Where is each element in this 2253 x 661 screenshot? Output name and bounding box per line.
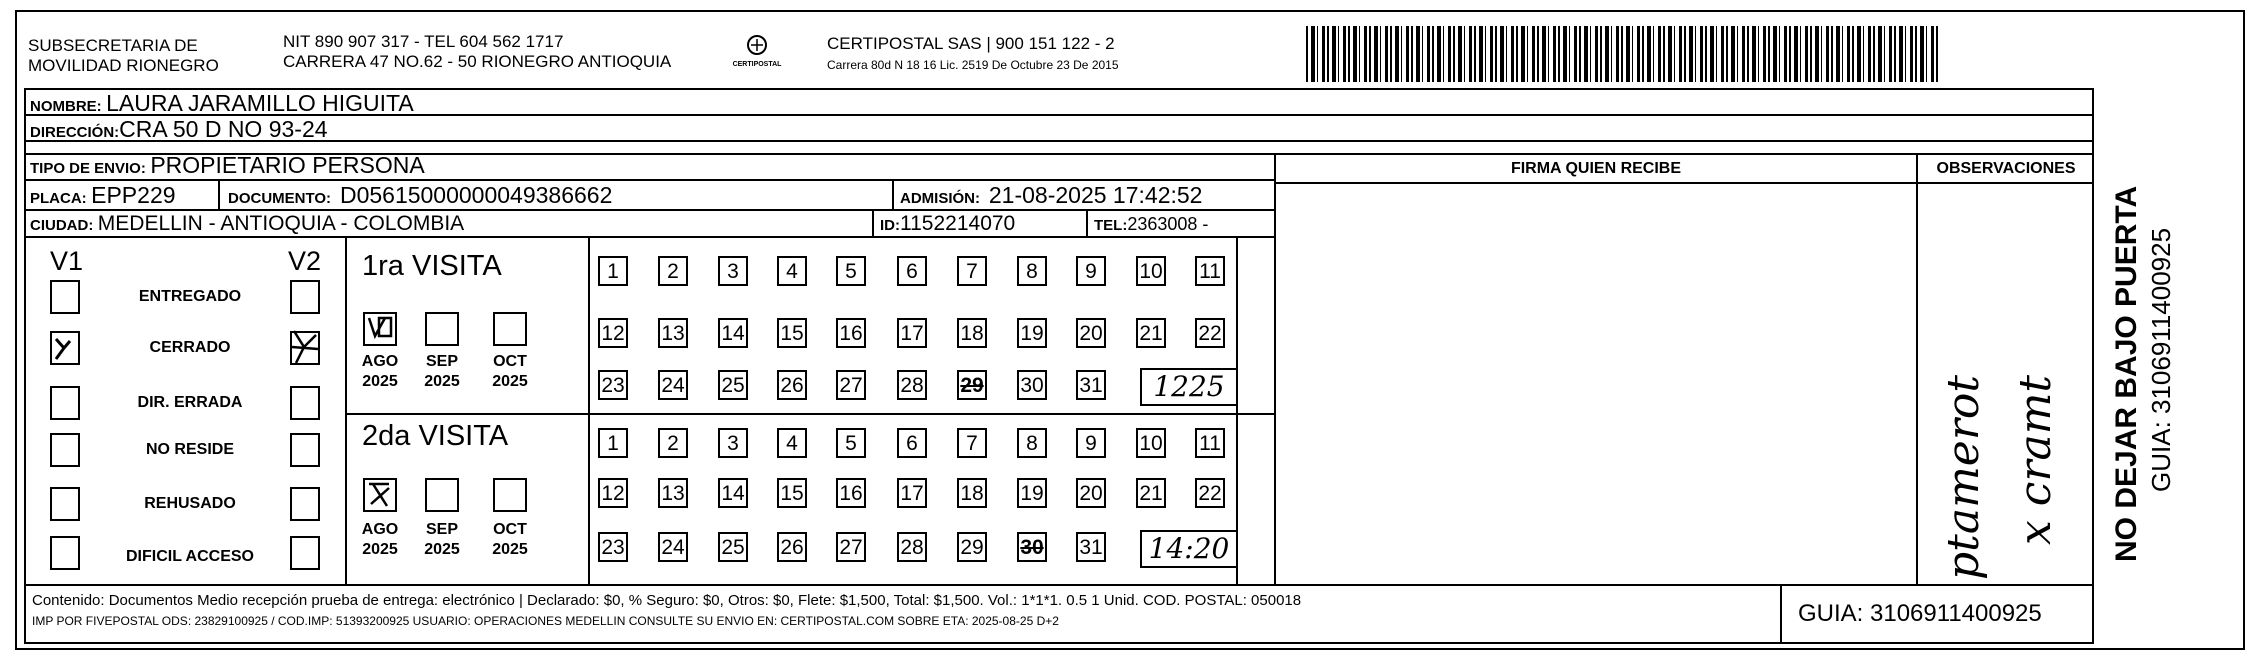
second-visit-day-box[interactable]: 29 xyxy=(957,532,987,562)
first-visit-month-label-oct: OCT 2025 xyxy=(492,353,528,390)
shipment-type: PROPIETARIO PERSONA xyxy=(150,152,425,178)
cell-divider xyxy=(872,209,874,236)
document-value: D05615000000049386662 xyxy=(339,182,613,208)
courier-line: CERTIPOSTAL SAS | 900 151 122 - 2 xyxy=(827,34,1115,53)
check-mark-icon xyxy=(365,314,395,344)
second-visit-day-box[interactable]: 16 xyxy=(836,478,866,508)
first-visit-day-box[interactable]: 16 xyxy=(836,318,866,348)
second-visit-title: 2da VISITA xyxy=(362,420,509,452)
v1-checkbox-dir-errada[interactable] xyxy=(50,386,80,420)
v1-checkbox-cerrado[interactable] xyxy=(50,331,80,365)
second-visit-day-box[interactable]: 10 xyxy=(1136,428,1166,458)
type-row: TIPO DE ENVIO: PROPIETARIO PERSONA xyxy=(30,152,425,178)
signature-area[interactable] xyxy=(1276,184,1916,584)
second-visit-day-box[interactable]: 6 xyxy=(897,428,927,458)
v2-header: V2 xyxy=(288,246,322,276)
first-visit-day-box[interactable]: 24 xyxy=(658,370,688,400)
first-visit-month-label-ago: AGO 2025 xyxy=(361,353,399,390)
address-row: DIRECCIÓN:CRA 50 D NO 93-24 xyxy=(30,116,328,142)
first-visit-day-box[interactable]: 22 xyxy=(1195,318,1225,348)
first-visit-month-oct[interactable] xyxy=(493,312,527,346)
name-row: NOMBRE: LAURA JARAMILLO HIGUITA xyxy=(30,90,414,116)
first-visit-day-box[interactable]: 27 xyxy=(836,370,866,400)
observation-handwriting-1: ptamerot xyxy=(1938,374,1989,580)
v1-checkbox-dificil-acceso[interactable] xyxy=(50,536,80,570)
status-label-cerrado: CERRADO xyxy=(149,339,231,356)
first-visit-day-box[interactable]: 21 xyxy=(1136,318,1166,348)
cell-divider xyxy=(1086,209,1088,236)
first-visit-month-label-sep: SEP 2025 xyxy=(424,353,460,390)
second-visit-day-box[interactable]: 8 xyxy=(1017,428,1047,458)
first-visit-day-box[interactable]: 29 xyxy=(957,370,987,400)
first-visit-day-box[interactable]: 10 xyxy=(1136,256,1166,286)
second-visit-month-oct[interactable] xyxy=(493,478,527,512)
org-name-line2: MOVILIDAD RIONEGRO xyxy=(28,56,219,75)
plate-value: EPP229 xyxy=(91,182,176,208)
second-visit-day-box[interactable]: 9 xyxy=(1076,428,1106,458)
observation-handwriting-2: x cramt xyxy=(2010,374,2061,545)
second-visit-day-box[interactable]: 22 xyxy=(1195,478,1225,508)
row-divider xyxy=(24,140,2094,142)
second-visit-day-box[interactable]: 25 xyxy=(718,532,748,562)
city-value: MEDELLIN - ANTIOQUIA - COLOMBIA xyxy=(97,212,465,235)
v2-checkbox-dir-errada[interactable] xyxy=(290,386,320,420)
plate-row: PLACA: EPP229 xyxy=(30,182,176,208)
status-divider xyxy=(345,236,347,584)
visit-split xyxy=(345,413,1274,415)
second-visit-day-box[interactable]: 30 xyxy=(1017,532,1047,562)
first-visit-day-box[interactable]: 26 xyxy=(777,370,807,400)
recipient-address: CRA 50 D NO 93-24 xyxy=(119,116,328,142)
second-visit-day-box[interactable]: 24 xyxy=(658,532,688,562)
signature-header: FIRMA QUIEN RECIBE xyxy=(1510,160,1682,177)
row-divider xyxy=(24,179,1274,181)
second-visit-day-box[interactable]: 1 xyxy=(598,428,628,458)
first-visit-day-box[interactable]: 2 xyxy=(658,256,688,286)
footer-divider xyxy=(24,584,2094,586)
first-visit-day-box[interactable]: 15 xyxy=(777,318,807,348)
v2-checkbox-dificil-acceso[interactable] xyxy=(290,536,320,570)
first-visit-day-box[interactable]: 17 xyxy=(897,318,927,348)
first-visit-month-ago[interactable] xyxy=(363,312,397,346)
city-row: CIUDAD: MEDELLIN - ANTIOQUIA - COLOMBIA xyxy=(30,212,465,235)
second-visit-day-box[interactable]: 21 xyxy=(1136,478,1166,508)
imp-line: IMP POR FIVEPOSTAL ODS: 23829100925 / COD.IMP: 51393200925 USUARIO: OPERACIONES MEDELLIN CONSULTE SU ENVIO EN: CERTIPOSTAL.COM SOBRE ETA: 2025-08-25 D+2 xyxy=(32,614,1059,628)
first-visit-day-box[interactable]: 14 xyxy=(718,318,748,348)
first-visit-day-box[interactable]: 30 xyxy=(1017,370,1047,400)
status-label-no-reside: NO RESIDE xyxy=(145,441,234,458)
first-visit-day-box[interactable]: 3 xyxy=(718,256,748,286)
admission-row: ADMISIÓN: 21-08-2025 17:42:52 xyxy=(900,182,1203,208)
v1-checkbox-no-reside[interactable] xyxy=(50,433,80,467)
first-visit-title: 1ra VISITA xyxy=(362,250,502,282)
first-visit-day-box[interactable]: 20 xyxy=(1076,318,1106,348)
second-visit-day-box[interactable]: 13 xyxy=(658,478,688,508)
second-visit-day-box[interactable]: 26 xyxy=(777,532,807,562)
first-visit-day-box[interactable]: 1 xyxy=(598,256,628,286)
second-visit-day-box[interactable]: 2 xyxy=(658,428,688,458)
check-mark-icon xyxy=(365,480,395,510)
second-visit-day-box[interactable]: 11 xyxy=(1195,428,1225,458)
second-visit-month-label-ago: AGO 2025 xyxy=(361,521,399,558)
second-visit-day-box[interactable]: 5 xyxy=(836,428,866,458)
v2-checkbox-cerrado[interactable] xyxy=(290,331,320,365)
first-visit-time: 1225 xyxy=(1140,368,1238,406)
second-visit-month-ago[interactable] xyxy=(363,478,397,512)
status-label-entregado: ENTREGADO xyxy=(138,288,242,305)
second-visit-day-box[interactable]: 19 xyxy=(1017,478,1047,508)
document-row: DOCUMENTO: D05615000000049386662 xyxy=(228,182,613,208)
observations-left-border xyxy=(1916,153,1918,584)
barcode xyxy=(1306,26,1940,82)
certipostal-logo: CERTIPOSTAL xyxy=(727,34,787,74)
side-guia: GUIA: 3106911400925 xyxy=(2146,227,2176,492)
second-visit-day-box[interactable]: 28 xyxy=(897,532,927,562)
v2-checkbox-no-reside[interactable] xyxy=(290,433,320,467)
second-visit-day-box[interactable]: 15 xyxy=(777,478,807,508)
v1-header: V1 xyxy=(50,246,84,276)
v2-checkbox-rehusado[interactable] xyxy=(290,487,320,521)
visit-divider xyxy=(588,236,590,584)
first-visit-day-box[interactable]: 31 xyxy=(1076,370,1106,400)
second-visit-day-box[interactable]: 31 xyxy=(1076,532,1106,562)
status-label-rehusado: REHUSADO xyxy=(144,495,236,512)
second-visit-day-box[interactable]: 17 xyxy=(897,478,927,508)
first-visit-day-box[interactable]: 8 xyxy=(1017,256,1047,286)
status-label-dificil-acceso: DIFICIL ACCESO xyxy=(125,548,254,565)
second-visit-day-box[interactable]: 4 xyxy=(777,428,807,458)
second-visit-day-box[interactable]: 23 xyxy=(598,532,628,562)
second-visit-day-box[interactable]: 7 xyxy=(957,428,987,458)
v1-checkbox-entregado[interactable] xyxy=(50,280,80,314)
nit-line: NIT 890 907 317 - TEL 604 562 1717 xyxy=(283,32,564,51)
first-visit-day-box[interactable]: 19 xyxy=(1017,318,1047,348)
cell-divider xyxy=(892,179,894,209)
cell-divider xyxy=(218,179,220,209)
second-visit-month-label-oct: OCT 2025 xyxy=(492,521,528,558)
first-visit-day-box[interactable]: 6 xyxy=(897,256,927,286)
org-name-line1: SUBSECRETARIA DE xyxy=(28,36,198,55)
row-divider xyxy=(24,236,1274,238)
second-visit-day-box[interactable]: 27 xyxy=(836,532,866,562)
contents-line: Contenido: Documentos Medio recepción prueba de entrega: electrónico | Declarado: $0, % Seguro: $0, Otros: $0, Flete: $1,500, Total: $1,500. Vol.: 1*1*1. 0.5 1 Unid. COD. POSTAL: 050018 xyxy=(32,592,1302,609)
first-visit-day-box[interactable]: 28 xyxy=(897,370,927,400)
id-value: 1152214070 xyxy=(900,212,1016,235)
first-visit-day-box[interactable]: 11 xyxy=(1195,256,1225,286)
recipient-name: LAURA JARAMILLO HIGUITA xyxy=(106,90,414,116)
first-visit-day-box[interactable]: 5 xyxy=(836,256,866,286)
side-warning: NO DEJAR BAJO PUERTA xyxy=(2110,185,2143,562)
first-visit-day-box[interactable]: 25 xyxy=(718,370,748,400)
first-visit-day-box[interactable]: 23 xyxy=(598,370,628,400)
courier-license: Carrera 80d N 18 16 Lic. 2519 De Octubre 23 De 2015 xyxy=(827,58,1119,72)
status-label-dir-errada: DIR. ERRADA xyxy=(137,394,243,411)
footer-guia-border xyxy=(1780,584,1782,644)
second-visit-day-box[interactable]: 12 xyxy=(598,478,628,508)
second-visit-month-label-sep: SEP 2025 xyxy=(424,521,460,558)
first-visit-day-box[interactable]: 9 xyxy=(1076,256,1106,286)
sender-address: CARRERA 47 NO.62 - 50 RIONEGRO ANTIOQUIA xyxy=(283,52,672,71)
second-visit-day-box[interactable]: 18 xyxy=(957,478,987,508)
second-visit-day-box[interactable]: 20 xyxy=(1076,478,1106,508)
first-visit-day-box[interactable]: 13 xyxy=(658,318,688,348)
id-row: ID:1152214070 xyxy=(880,212,1016,235)
second-visit-time: 14:20 xyxy=(1140,530,1238,568)
observations-header: OBSERVACIONES xyxy=(1936,160,2076,177)
v2-checkbox-entregado[interactable] xyxy=(290,280,320,314)
second-visit-month-sep[interactable] xyxy=(425,478,459,512)
footer-guia: GUIA: 3106911400925 xyxy=(1798,600,2042,627)
first-visit-day-box[interactable]: 18 xyxy=(957,318,987,348)
check-mark-icon xyxy=(288,327,322,367)
second-visit-day-box[interactable]: 3 xyxy=(718,428,748,458)
first-visit-day-box[interactable]: 4 xyxy=(777,256,807,286)
v1-checkbox-rehusado[interactable] xyxy=(50,487,80,521)
admission-value: 21-08-2025 17:42:52 xyxy=(988,182,1203,208)
check-mark-icon xyxy=(52,333,78,363)
tel-value: 2363008 - xyxy=(1127,214,1209,234)
second-visit-day-box[interactable]: 14 xyxy=(718,478,748,508)
first-visit-day-box[interactable]: 7 xyxy=(957,256,987,286)
tel-row: TEL:2363008 - xyxy=(1094,214,1209,234)
first-visit-day-box[interactable]: 12 xyxy=(598,318,628,348)
first-visit-month-sep[interactable] xyxy=(425,312,459,346)
